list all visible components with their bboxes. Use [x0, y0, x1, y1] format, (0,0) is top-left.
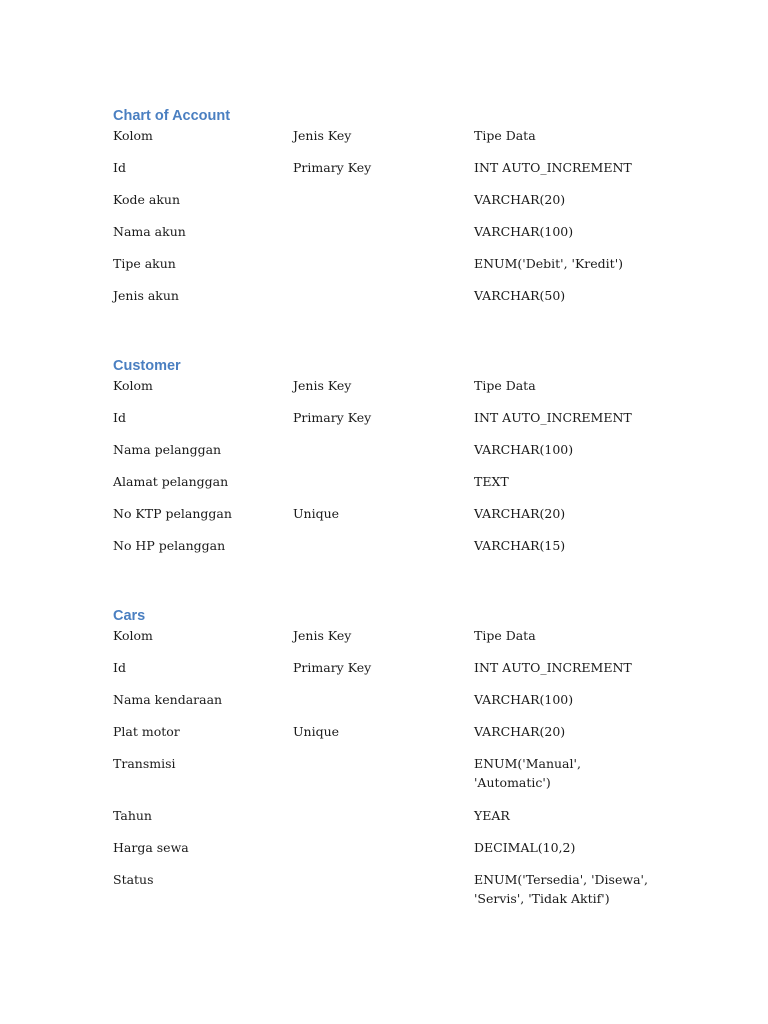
cell-tipe-data: DECIMAL(10,2) [474, 840, 576, 855]
section-customer [113, 356, 673, 568]
table-row [113, 870, 673, 922]
cell-tipe-data: VARCHAR(20) [474, 192, 566, 207]
table-row [113, 806, 673, 838]
cell-jenis-key [293, 286, 474, 318]
cell-tipe-data: VARCHAR(100) [474, 442, 574, 457]
cell-tipe-data: ENUM('Tersedia', 'Disewa', 'Servis', 'Tidak Aktif') [474, 872, 648, 906]
section-title: Chart of Account [113, 108, 231, 124]
cell-tipe-data: ENUM('Manual', 'Automatic') [474, 756, 581, 790]
cell-kolom: No KTP pelanggan [113, 506, 232, 521]
document-page [113, 106, 673, 922]
cell-tipe-data: VARCHAR(15) [474, 538, 566, 553]
table-row [113, 754, 673, 806]
table-header-row [113, 376, 673, 408]
cell-tipe-data: VARCHAR(50) [474, 288, 566, 303]
table-row [113, 440, 673, 472]
cell-jenis-key: Primary Key [293, 160, 372, 175]
cell-jenis-key [293, 690, 474, 722]
cell-tipe-data: INT AUTO_INCREMENT [474, 660, 632, 675]
header-kolom: Kolom [113, 378, 153, 393]
table-row [113, 536, 673, 568]
table-row [113, 286, 673, 318]
table-header-row [113, 126, 673, 158]
cell-kolom: Tipe akun [113, 256, 176, 271]
cell-jenis-key [293, 838, 474, 870]
table-row [113, 658, 673, 690]
table-row [113, 190, 673, 222]
table-row [113, 408, 673, 440]
header-kolom: Kolom [113, 628, 153, 643]
table-row [113, 690, 673, 722]
section-cars [113, 606, 673, 922]
header-tipe-data: Tipe Data [474, 378, 536, 393]
table-row [113, 222, 673, 254]
header-tipe-data: Tipe Data [474, 628, 536, 643]
cell-kolom: Plat motor [113, 724, 180, 739]
section-title: Cars [113, 608, 146, 624]
table-row [113, 254, 673, 286]
cell-kolom: Kode akun [113, 192, 181, 207]
table-row [113, 722, 673, 754]
cell-kolom: Id [113, 160, 126, 175]
cell-jenis-key [293, 472, 474, 504]
header-kolom: Kolom [113, 128, 153, 143]
cell-jenis-key: Primary Key [293, 410, 372, 425]
cell-jenis-key: Primary Key [293, 660, 372, 675]
cell-kolom: Nama pelanggan [113, 442, 222, 457]
cell-jenis-key [293, 222, 474, 254]
cell-tipe-data: YEAR [474, 808, 510, 823]
cell-kolom: Jenis akun [113, 288, 179, 303]
section-title: Customer [113, 358, 181, 374]
table-row [113, 838, 673, 870]
cell-kolom: Nama kendaraan [113, 692, 223, 707]
cell-jenis-key: Unique [293, 506, 340, 521]
table-row [113, 158, 673, 190]
cell-jenis-key [293, 536, 474, 568]
cell-kolom: Tahun [113, 808, 152, 823]
section-chart-of-account [113, 106, 673, 318]
cell-tipe-data: VARCHAR(100) [474, 692, 574, 707]
table-header-row [113, 626, 673, 658]
cell-tipe-data: INT AUTO_INCREMENT [474, 160, 632, 175]
cell-jenis-key [293, 254, 474, 286]
schema-table [113, 126, 673, 318]
cell-jenis-key: Unique [293, 724, 340, 739]
cell-kolom: No HP pelanggan [113, 538, 226, 553]
cell-tipe-data: TEXT [474, 474, 509, 489]
cell-kolom: Harga sewa [113, 840, 189, 855]
cell-tipe-data: VARCHAR(100) [474, 224, 574, 239]
cell-kolom: Id [113, 410, 126, 425]
header-jenis-key: Jenis Key [293, 128, 352, 143]
cell-kolom: Id [113, 660, 126, 675]
cell-jenis-key [293, 190, 474, 222]
cell-kolom: Nama akun [113, 224, 186, 239]
cell-jenis-key [293, 754, 474, 806]
cell-kolom: Transmisi [113, 756, 176, 771]
cell-tipe-data: ENUM('Debit', 'Kredit') [474, 256, 624, 271]
cell-kolom: Status [113, 872, 154, 887]
schema-table [113, 626, 673, 922]
cell-jenis-key [293, 440, 474, 472]
cell-tipe-data: VARCHAR(20) [474, 506, 566, 521]
header-tipe-data: Tipe Data [474, 128, 536, 143]
cell-tipe-data: VARCHAR(20) [474, 724, 566, 739]
header-jenis-key: Jenis Key [293, 378, 352, 393]
cell-tipe-data: INT AUTO_INCREMENT [474, 410, 632, 425]
cell-kolom: Alamat pelanggan [113, 474, 229, 489]
table-row [113, 504, 673, 536]
cell-jenis-key [293, 806, 474, 838]
schema-table [113, 376, 673, 568]
header-jenis-key: Jenis Key [293, 628, 352, 643]
table-row [113, 472, 673, 504]
cell-jenis-key [293, 870, 474, 922]
